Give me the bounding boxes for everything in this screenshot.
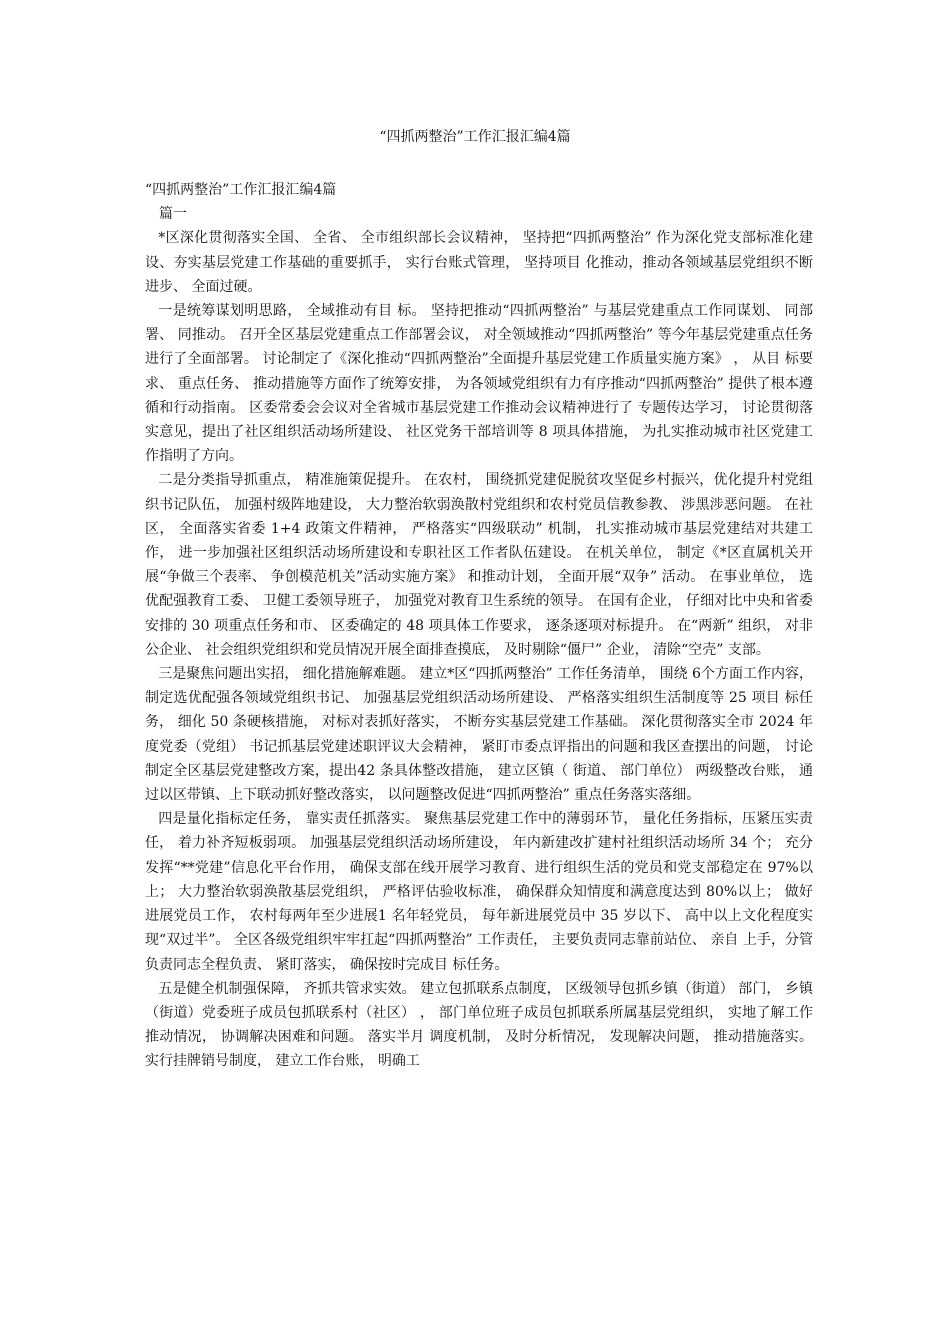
paragraph-intro: *区深化贯彻落实全国、 全省、 全市组织部长会议精神， 坚持把“四抓两整治” 作为深化党支部标准化建设、夯实基层党建工作基础的重要抓手， 实行台账式管理， 坚持项目 化推动，推动各领域基层党组织不断进步、 全面过硬。: [145, 230, 813, 295]
section-label: 篇一: [159, 206, 187, 223]
document-subtitle: “四抓两整治”工作汇报汇编4篇: [145, 182, 337, 198]
document-body: [145, 178, 813, 1074]
paragraph-three: 三是聚焦问题出实招， 细化措施解难题。 建立*区“四抓两整治” 工作任务清单， 围绕 6个方面工作内容， 制定选优配强各领域党组织书记、 加强基层党组织活动场所建设、 严格落实组织生活制度等 25 项目 标任务， 细化 50 条硬核措施， 对标对表抓好落实， 不断夯实基层党建工作基础。 深化贯彻落实全市 2024 年度党委（党组） 书记抓基层党建述职评议大会精神， 紧盯市委点评指出的问题和我区查摆出的问题， 讨论制定全区基层党建整改方案，提出42 条具体整改措施， 建立区镇（ 街道、 部门单位） 两级整改台账， 通过以区带镇、上下联动抓好整改落实， 以问题整改促进“四抓两整治” 重点任务落实落细。: [145, 666, 813, 804]
paragraph-four: 四是量化指标定任务， 靠实责任抓落实。 聚焦基层党建工作中的薄弱环节， 量化任务指标，压紧压实责任， 着力补齐短板弱项。 加强基层党组织活动场所建设， 年内新建改扩建村社组织活动场所 34 个； 充分发挥“**党建”信息化平台作用， 确保支部在线开展学习教育、进行组织生活的党员和党支部稳定在 97%以上； 大力整治软弱涣散基层党组织， 严格评估验收标准， 确保群众知情度和满意度达到 80%以上； 做好进展党员工作， 农村每两年至少进展1 名年轻党员， 每年新进展党员中 35 岁以下、 高中以上文化程度实现“双过半”。 全区各级党组织牢牢扛起“四抓两整治” 工作责任， 主要负责同志靠前站位、 亲自 上手，分管负责同志全程负责、 紧盯落实， 确保按时完成目 标任务。: [145, 811, 813, 973]
document-title: “四抓两整治”工作汇报汇编4篇: [379, 129, 571, 145]
paragraph-two: 二是分类指导抓重点， 精准施策促提升。 在农村， 围绕抓党建促脱贫攻坚促乡村振兴，优化提升村党组织书记队伍， 加强村级阵地建设， 大力整治软弱涣散村党组织和农村党员信教参教、 涉黑涉恶问题。 在社区， 全面落实省委 1+4 政策文件精神， 严格落实“四级联动” 机制， 扎实推动城市基层党建结对共建工作， 进一步加强社区组织活动场所建设和专职社区工作者队伍建设。 在机关单位， 制定《*区直属机关开展“争做三个表率、 争创模范机关”活动实施方案》 和推动计划， 全面开展“双争” 活动。 在事业单位， 选优配强教育工委、 卫健工委领导班子， 加强党对教育卫生系统的领导。 在国有企业， 仔细对比中央和省委安排的 30 项重点任务和市、 区委确定的 48 项具体工作要求， 逐条逐项对标提升。 在“两新” 组织， 对非公企业、 社会组织党组织和党员情况开展全面排查摸底， 及时剔除“僵尸” 企业， 清除“空壳” 支部。: [145, 472, 813, 658]
paragraph-five: 五是健全机制强保障， 齐抓共管求实效。 建立包抓联系点制度， 区级领导包抓乡镇（街道） 部门， 乡镇（街道）党委班子成员包抓联系村（社区） ， 部门单位班子成员包抓联系所属基层党组织， 实地了解工作推动情况， 协调解决困难和问题。 落实半月 调度机制， 及时分析情况， 发现解决问题， 推动措施落实。 实行挂牌销号制度， 建立工作台账， 明确工: [145, 980, 813, 1070]
paragraph-one: 一是统筹谋划明思路， 全域推动有目 标。 坚持把推动“四抓两整治” 与基层党建重点工作同谋划、 同部署、 同推动。 召开全区基层党建重点工作部署会议， 对全领域推动“四抓两整治” 等今年基层党建重点任务进行了全面部署。 讨论制定了《深化推动“四抓两整治”全面提升基层党建工作质量实施方案》 ， 从目 标要求、 重点任务、 推动措施等方面作了统筹安排， 为各领域党组织有力有序推动“四抓两整治” 提供了根本遵循和行动指南。 区委常委会会议对全省城市基层党建工作推动会议精神进行了 专题传达学习， 讨论贯彻落实意见，提出了社区组织活动场所建设、 社区党务干部培训等 8 项具体措施， 为扎实推动城市社区党建工作指明了方向。: [145, 303, 813, 465]
